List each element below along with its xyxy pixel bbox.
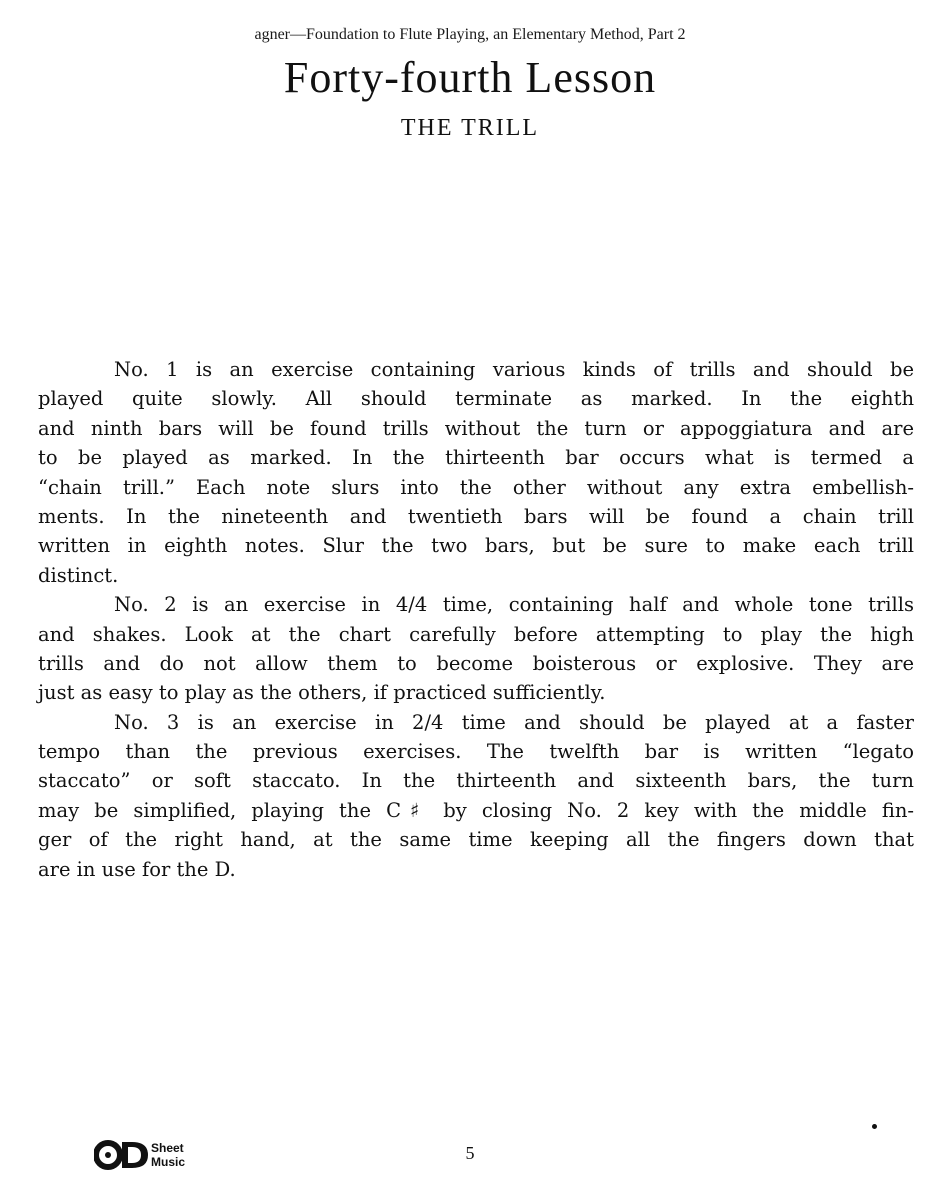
body-text	[38, 355, 914, 884]
logo-text-music: Music	[151, 1155, 186, 1169]
body-line: staccato” or soft staccato. In the thirteenth and sixteenth bars, the turn	[38, 769, 914, 793]
body-line: tempo than the previous exercises. The twelfth bar is written “legato	[38, 740, 914, 764]
lesson-title: Forty-fourth Lesson	[283, 53, 657, 102]
body-line: distinct.	[38, 563, 119, 587]
lesson-subtitle: THE TRILL	[400, 115, 540, 141]
body-line: and shakes. Look at the chart carefully before attempting to play the high	[38, 622, 914, 646]
body-line: are in use for the D.	[38, 857, 236, 881]
body-line: just as easy to play as the others, if practiced sufficiently.	[38, 681, 606, 705]
body-line: trills and do not allow them to become boisterous or explosive. They are	[38, 651, 914, 675]
body-line: No. 3 is an exercise in 2/4 time and should be played at a faster	[114, 710, 914, 734]
body-line: to be played as marked. In the thirteenth bar occurs what is termed a	[38, 446, 914, 470]
body-line: ger of the right hand, at the same time keeping all the fingers down that	[38, 828, 914, 852]
page-number: 5	[465, 1143, 475, 1163]
ink-dot	[872, 1124, 877, 1129]
body-line: may be simplified, playing the C♯ by closing No. 2 key with the middle fin-	[38, 798, 914, 822]
body-line: and ninth bars will be found trills without the turn or appoggiatura and are	[38, 416, 914, 440]
body-line: No. 2 is an exercise in 4/4 time, containing half and whole tone trills	[114, 593, 914, 617]
running-header: agner—Foundation to Flute Playing, an Elementary Method, Part 2	[254, 26, 686, 43]
body-line: written in eighth notes. Slur the two bars, but be sure to make each trill	[38, 534, 914, 558]
logo-text-sheet: Sheet	[151, 1141, 184, 1155]
body-line: No. 1 is an exercise containing various kinds of trills and should be	[114, 358, 914, 381]
body-line: ments. In the nineteenth and twentieth bars will be found a chain trill	[38, 504, 914, 528]
body-line: “chain trill.” Each note slurs into the other without any extra embellish-	[38, 475, 914, 499]
body-line: played quite slowly. All should terminate as marked. In the eighth	[38, 387, 914, 411]
